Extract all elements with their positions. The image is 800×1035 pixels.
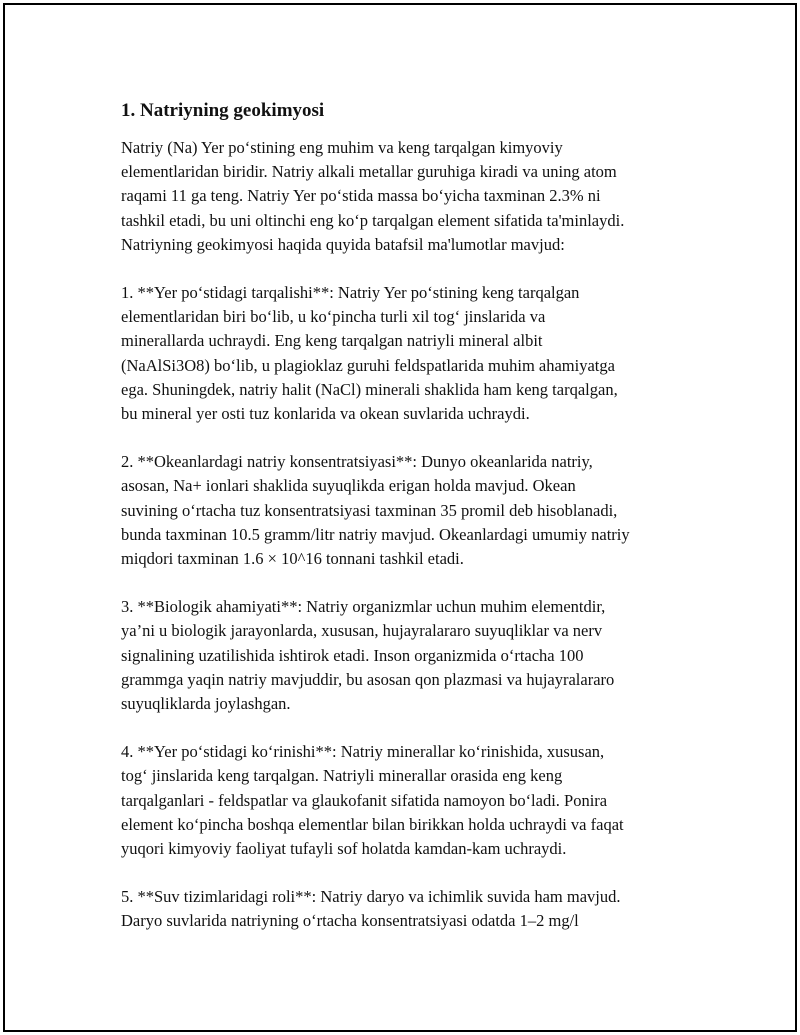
text-line: miqdori taxminan 1.6 × 10^16 tonnani tashkil etadi. — [121, 549, 464, 569]
text-line: 4. **Yer po‘stidagi ko‘rinishi**: Natriy minerallar ko‘rinishida, xususan, — [121, 742, 605, 762]
text-line: bu mineral yer osti tuz konlarida va okean suvlarida uchraydi. — [121, 404, 530, 424]
text-line: elementlaridan biridir. Natriy alkali metallar guruhiga kiradi va uning atom — [121, 162, 617, 182]
text-line: element ko‘pincha boshqa elementlar bilan birikkan holda uchraydi va faqat — [121, 814, 624, 834]
text-line: raqami 11 ga teng. Natriy Yer po‘stida massa bo‘yicha taxminan 2.3% ni — [121, 186, 601, 206]
text-line: (NaAlSi3O8) bo‘lib, u plagioklaz guruhi feldspatlarida muhim ahamiyatga — [121, 355, 615, 375]
text-line: grammga yaqin natriy mavjuddir, bu asosan qon plazmasi va hujayralararo — [121, 669, 615, 689]
paragraph — [121, 595, 701, 716]
text-line: yuqori kimyoviy faoliyat tufayli sof holatda kamdan-kam uchraydi. — [121, 839, 567, 859]
paragraph — [121, 885, 701, 933]
paragraph — [121, 136, 701, 257]
page-title: 1. Natriyning geokimyosi — [121, 100, 325, 121]
paragraph — [121, 281, 701, 426]
text-line: Natriyning geokimyosi haqida quyida batafsil ma'lumotlar mavjud: — [121, 234, 565, 254]
document-page — [3, 3, 797, 1032]
text-line: tashkil etadi, bu uni oltinchi eng ko‘p tarqalgan element sifatida ta'minlaydi. — [121, 210, 625, 230]
text-line: ega. Shuningdek, natriy halit (NaCl) minerali shaklida ham keng tarqalgan, — [121, 379, 618, 399]
text-line: signalining uzatilishida ishtirok etadi. Inson organizmida o‘rtacha 100 — [121, 645, 584, 665]
text-line: 5. **Suv tizimlaridagi roli**: Natriy daryo va ichimlik suvida ham mavjud. — [121, 887, 621, 907]
paragraph — [121, 450, 701, 571]
text-line: asosan, Na+ ionlari shaklida suyuqlikda erigan holda mavjud. Okean — [121, 476, 576, 496]
text-line: 3. **Biologik ahamiyati**: Natriy organizmlar uchun muhim elementdir, — [121, 597, 606, 617]
text-line: bunda taxminan 10.5 gramm/litr natriy mavjud. Okeanlardagi umumiy natriy — [121, 524, 630, 544]
text-line: Natriy (Na) Yer po‘stining eng muhim va keng tarqalgan kimyoviy — [121, 138, 563, 157]
text-line: Daryo suvlarida natriyning o‘rtacha konsentratsiyasi odatda 1–2 mg/l — [121, 911, 579, 931]
text-line: ya’ni u biologik jarayonlarda, xususan, hujayralararo suyuqliklar va nerv — [121, 621, 603, 641]
paragraph-list — [121, 136, 701, 934]
document-body — [121, 98, 701, 958]
text-line: elementlaridan biri bo‘lib, u ko‘pincha turli xil tog‘ jinslarida va — [121, 307, 546, 327]
text-line: 1. **Yer po‘stidagi tarqalishi**: Natriy Yer po‘stining keng tarqalgan — [121, 283, 580, 303]
text-line: tog‘ jinslarida keng tarqalgan. Natriyli minerallar orasida eng keng — [121, 766, 563, 786]
text-line: suyuqliklarda joylashgan. — [121, 694, 291, 714]
text-line: minerallarda uchraydi. Eng keng tarqalgan natriyli mineral albit — [121, 331, 543, 351]
text-line: suvining o‘rtacha tuz konsentratsiyasi taxminan 35 promil deb hisoblanadi, — [121, 500, 618, 520]
paragraph — [121, 740, 701, 861]
text-line: 2. **Okeanlardagi natriy konsentratsiyasi**: Dunyo okeanlarida natriy, — [121, 452, 593, 472]
text-line: tarqalganlari - feldspatlar va glaukofanit sifatida namoyon bo‘ladi. Ponira — [121, 790, 608, 810]
